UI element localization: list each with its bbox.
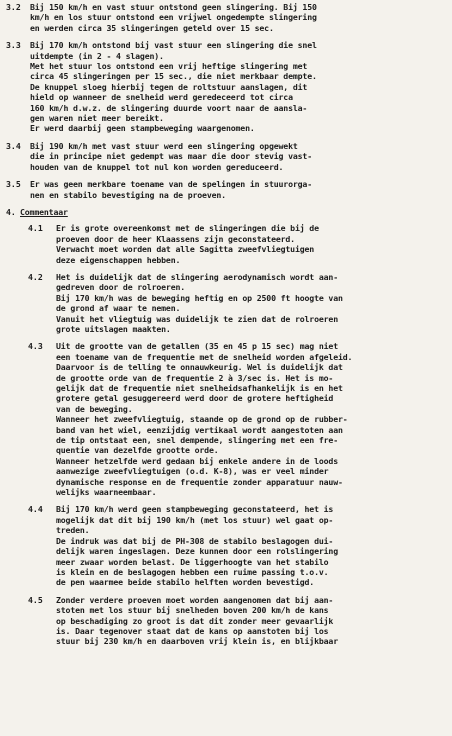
text-line: Uit de grootte van de getallen (35 en 45 p 15 sec) mag niet xyxy=(56,341,338,352)
text-line: hield op wanneer de snelheid werd geredeceerd tot circa xyxy=(30,92,293,103)
text-line: circa 45 slingeringen per 15 sec., die niet merkbaar dempte. xyxy=(30,71,317,82)
text-line: die in principe niet gedempt was maar die door stevig vast- xyxy=(30,151,312,162)
text-line: Er was geen merkbare toename van de spelingen in stuurorga- xyxy=(30,179,312,190)
text-line: welijks waarneembaar. xyxy=(56,487,157,498)
paragraph-number: 4.2 xyxy=(28,271,43,282)
text-line: meer zwaar worden belast. De liggerhoogte van het stabilo xyxy=(56,556,329,567)
text-line: Daarvoor is de telling te onnauwkeurig. Wel is duidelijk dat xyxy=(56,362,343,373)
paragraph-text xyxy=(30,141,446,172)
text-line: en werden circa 35 slingeringen geteld over 15 sec. xyxy=(30,22,274,33)
text-line: stuur bij 230 km/h en daarboven vrij klein is, en blijkbaar xyxy=(56,636,338,647)
text-line: Wanneer het zweefvliegtuig, staande op de grond op de rubber- xyxy=(56,414,348,425)
paragraph-text xyxy=(30,179,446,200)
text-line: Bij 170 km/h ontstond bij vast stuur een slingering die snel xyxy=(30,40,317,51)
paragraph-3-5 xyxy=(6,179,446,200)
text-line: Er is grote overeenkomst met de slingeringen die bij de xyxy=(56,223,319,234)
text-line: Zonder verdere proeven moet worden aangenomen dat bij aan- xyxy=(56,594,334,605)
text-line: delijk waren ingeslagen. Deze kunnen door een rolslingering xyxy=(56,546,338,557)
paragraph-4-2 xyxy=(28,272,446,334)
text-line: km/h en los stuur ontstond een vrijwel ongedempte slingering xyxy=(30,12,317,23)
text-line: de pen waarmee beide stabilo helften worden bevestigd. xyxy=(56,577,315,588)
text-line: aanwezige zweefvliegtuigen (o.d. K-8), was er veel minder xyxy=(56,466,329,477)
paragraph-number: 3.2 xyxy=(6,2,21,12)
paragraph-number: 3.4 xyxy=(6,140,21,151)
text-line: 160 km/h d.w.z. de slingering duurde voort naar de aansla- xyxy=(30,102,308,113)
text-line: Bij 170 km/h werd geen stampbeweging geconstateerd, het is xyxy=(56,504,334,515)
text-line: band van het wiel, eenzijdig vertikaal wordt aangestoten aan xyxy=(56,424,343,435)
paragraph-number: 3.5 xyxy=(6,179,21,190)
paragraph-text xyxy=(30,2,446,33)
text-line: proeven door de heer Klaassens zijn geconstateerd. xyxy=(56,233,295,244)
paragraph-text xyxy=(56,223,446,265)
text-line: Vanuit het vliegtuig was duidelijk te zien dat de rolroeren xyxy=(56,313,338,324)
paragraph-3-4 xyxy=(6,141,446,172)
text-line: Het is duidelijk dat de slingering aerodynamisch wordt aan- xyxy=(56,271,338,282)
paragraph-4-3 xyxy=(28,341,446,497)
paragraph-number: 4.5 xyxy=(28,594,43,605)
paragraph-text xyxy=(56,341,446,497)
text-line: van de beweging. xyxy=(56,403,133,414)
paragraph-text xyxy=(56,595,446,647)
paragraph-3-2 xyxy=(6,2,446,33)
text-line: De knuppel sloeg hierbij tegen de roltstuur aanslagen, dit xyxy=(30,81,308,92)
paragraph-3-3 xyxy=(6,40,446,134)
text-line: de tip ontstaat een, snel dempende, slingering met een fre- xyxy=(56,435,338,446)
text-line: stoten met los stuur bij snelheden boven 200 km/h de kans xyxy=(56,605,329,616)
text-line: de grond af waar te nemen. xyxy=(56,303,181,314)
text-line: uitdempte (in 2 - 4 slagen). xyxy=(30,50,164,61)
text-line: Bij 170 km/h was de beweging heftig en op 2500 ft hoogte van xyxy=(56,292,343,303)
paragraph-number: 4.3 xyxy=(28,341,43,352)
text-line: quentie van dezelfde grootte orde. xyxy=(56,445,219,456)
text-line: is klein en de beslagogen hebben een ruime passing t.o.v. xyxy=(56,566,329,577)
section-3-continued xyxy=(6,2,446,200)
paragraph-text xyxy=(30,40,446,134)
text-line: dynamische response en de frequentie zonder apparatuur nauw- xyxy=(56,476,343,487)
text-line: grote uitslagen maakten. xyxy=(56,323,171,334)
text-line: de grootte orde van de frequentie 2 à 3/sec is. Het is mo- xyxy=(56,372,334,383)
text-line: Met het stuur los ontstond een vrij heftige slingering met xyxy=(30,61,308,72)
text-line: nen en stabilo bevestiging na de proeven. xyxy=(30,189,226,200)
text-line: Bij 190 km/h met vast stuur werd een slingering opgewekt xyxy=(30,140,298,151)
paragraph-number: 4.1 xyxy=(28,223,43,234)
paragraph-4-4 xyxy=(28,504,446,587)
section-4-body xyxy=(6,223,446,646)
text-line: gedreven door de rolroeren. xyxy=(56,282,186,293)
text-line: mogelijk dat dit bij 190 km/h (met los stuur) wel gaat op- xyxy=(56,514,334,525)
paragraph-number: 4.4 xyxy=(28,504,43,515)
text-line: een toename van de frequentie met de snelheid worden afgeleid. xyxy=(56,351,353,362)
paragraph-number: 3.3 xyxy=(6,40,21,51)
text-line: houden van de knuppel tot nul kon worden gereduceerd. xyxy=(30,161,284,172)
section-number: 4. xyxy=(6,206,16,217)
text-line: deze eigenschappen hebben. xyxy=(56,254,181,265)
text-line: Bij 150 km/h en vast stuur ontstond geen slingering. Bij 150 xyxy=(30,2,317,12)
text-line: gelijk dat de frequentie niet snelheidsafhankelijk is en het xyxy=(56,383,343,393)
text-line: Verwacht moet worden dat alle Sagitta zweefvliegtuigen xyxy=(56,244,315,255)
paragraph-4-5 xyxy=(28,595,446,647)
text-line: is. Daar tegenover staat dat de kans op aanstoten bij los xyxy=(56,625,329,636)
paragraph-4-1 xyxy=(28,223,446,265)
section-heading xyxy=(6,207,446,217)
text-line: Wanneer hetzelfde werd gedaan bij enkele andere in de loods xyxy=(56,455,338,466)
text-line: gen waren niet meer bereikt. xyxy=(30,113,164,124)
text-line: treden. xyxy=(56,525,90,536)
text-line: grotere getal gesuggereerd werd door de grotere heftigheid xyxy=(56,393,334,404)
text-line: Er werd daarbij geen stampbeweging waargenomen. xyxy=(30,123,255,134)
section-title: Commentaar xyxy=(20,206,68,217)
paragraph-text xyxy=(56,272,446,334)
paragraph-text xyxy=(56,504,446,587)
text-line: De indruk was dat bij de PH-308 de stabilo beslagogen dui- xyxy=(56,535,334,546)
text-line: op beschadiging zo groot is dat dit zonder meer gevaarlijk xyxy=(56,615,334,626)
